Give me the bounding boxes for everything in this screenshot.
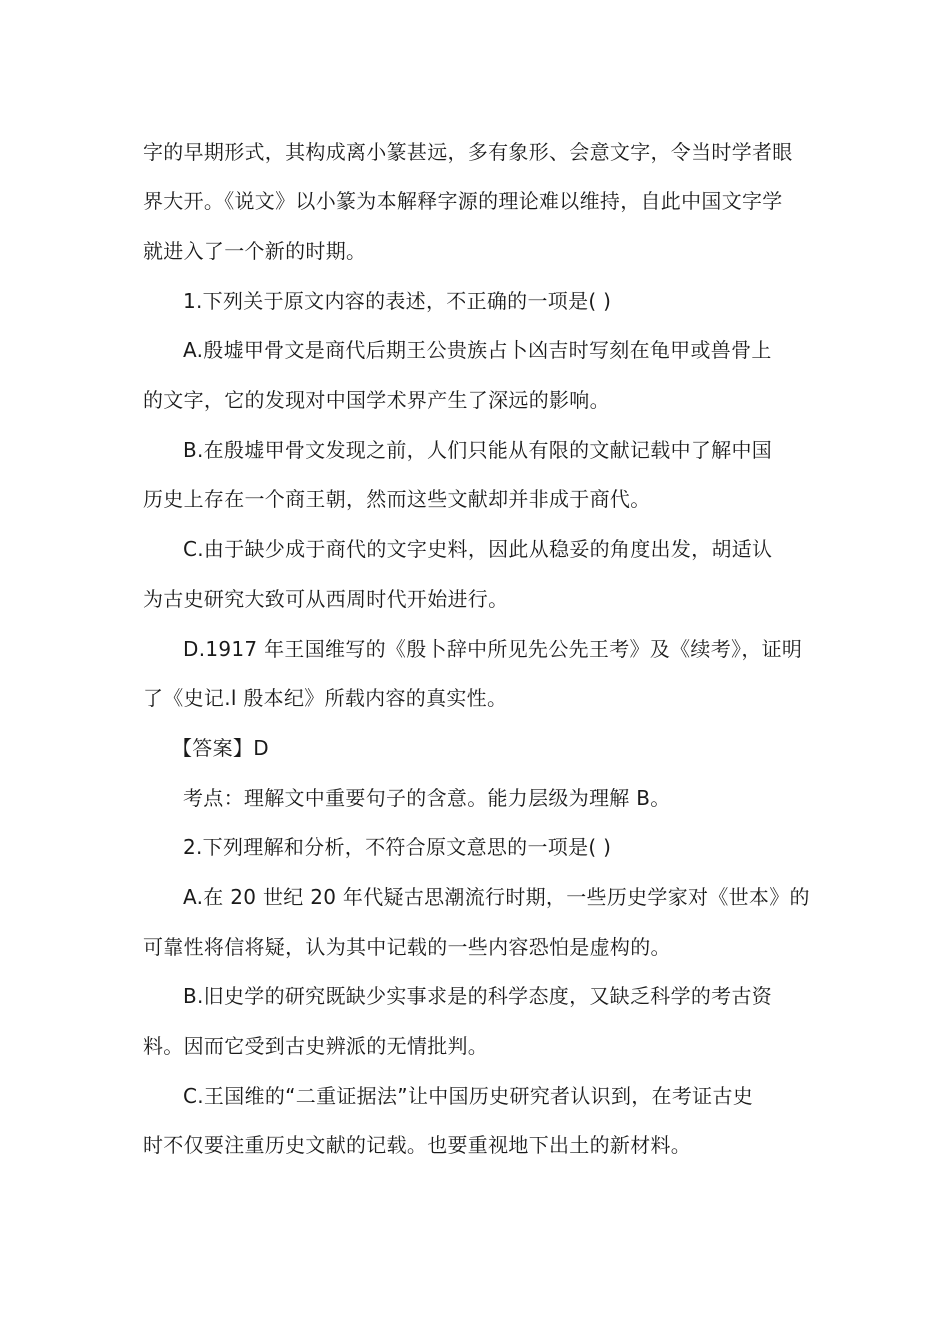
question-1-option-c-continued: 为古史研究大致可从西周时代开始进行。 (143, 587, 509, 611)
question-1-option-b-continued: 历史上存在一个商王朝，然而这些文献却并非成于商代。 (143, 487, 651, 511)
question-1-option-d-continued: 了《史记.l 殷本纪》所载内容的真实性。 (143, 686, 508, 710)
question-1-option-a: A.殷墟甲骨文是商代后期王公贵族占卜凶吉时写刻在龟甲或兽骨上 (183, 338, 772, 362)
paragraph-line: 字的早期形式，其构成离小篆甚远，多有象形、会意文字，令当时学者眼 (143, 140, 793, 164)
question-2-option-c: C.王国维的“二重证据法”让中国历史研究者认识到，在考证古史 (183, 1084, 754, 1108)
question-2-option-b-continued: 料。因而它受到古史辨派的无情批判。 (143, 1034, 489, 1058)
question-2-option-c-continued: 时不仅要注重历史文献的记载。也要重视地下出土的新材料。 (143, 1133, 692, 1157)
answer-label: 【答案】D (172, 736, 269, 760)
question-1-option-a-continued: 的文字，它的发现对中国学术界产生了深远的影响。 (143, 388, 610, 412)
paragraph-line: 界大开。《说文》以小篆为本解释字源的理论难以维持，自此中国文字学 (143, 189, 783, 213)
question-1-option-d: D.1917 年王国维写的《殷卜辞中所见先公先王考》及《续考》，证明 (183, 637, 803, 661)
question-2-option-a-continued: 可靠性将信将疑，认为其中记载的一些内容恐怕是虚构的。 (143, 935, 671, 959)
question-1-option-c: C.由于缺少成于商代的文字史料，因此从稳妥的角度出发，胡适认 (183, 537, 773, 561)
answer-note: 考点：理解文中重要句子的含意。能力层级为理解 B。 (183, 786, 671, 810)
question-1-stem: 1.下列关于原文内容的表述，不正确的一项是( ) (183, 289, 612, 313)
question-2-option-b: B.旧史学的研究既缺少实事求是的科学态度，又缺乏科学的考古资 (183, 984, 773, 1008)
question-2-option-a: A.在 20 世纪 20 年代疑古思潮流行时期，一些历史学家对《世本》的 (183, 885, 810, 909)
paragraph-line: 就进入了一个新的时期。 (143, 239, 367, 263)
question-2-stem: 2.下列理解和分析，不符合原文意思的一项是( ) (183, 835, 612, 859)
question-1-option-b: B.在殷墟甲骨文发现之前，人们只能从有限的文献记载中了解中国 (183, 438, 773, 462)
